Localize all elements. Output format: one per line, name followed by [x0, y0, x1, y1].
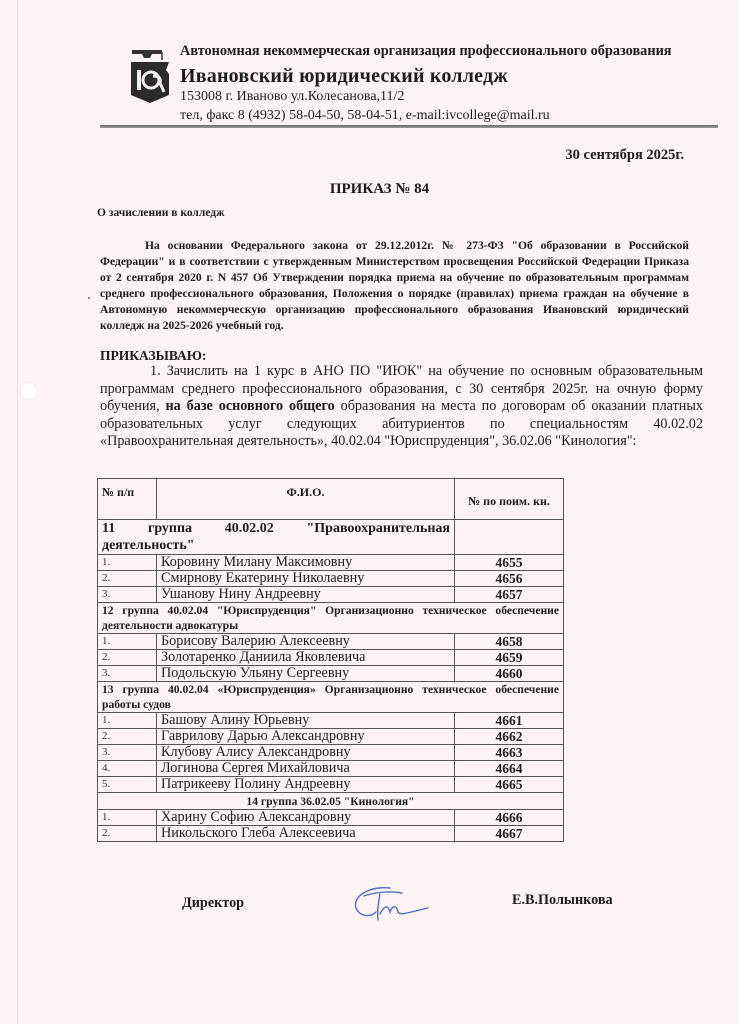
group-title: 13 группа 40.02.04 «Юриспруденция» Организационно техническое обеспечение работы судов [98, 682, 564, 713]
preamble-text: На основании Федерального закона от 29.12.2012г. № 273-ФЗ "Об образовании в Российской Федерации" и в соответствии с утвержденным Министерством просвещения Российской Федерации Приказа от 2 сентября 2020 г. N 457 Об Утверждении порядка приема на обучение по образовательным программам среднего профессионального образования, Положения о порядке (правилах) приема граждан на обучение в Автономную некоммерческую организацию профессионального образования Ивановский юридический колледж на 2025-2026 учебный год. [100, 239, 689, 332]
record-number: 4659 [455, 650, 564, 666]
decree-body [100, 363, 703, 451]
row-number: 1. [98, 555, 157, 571]
organization-name: Автономная некоммерческая организация профессионального образования [180, 43, 672, 59]
decree-text-bold: на базе основного общего [165, 398, 335, 415]
order-preamble [100, 238, 689, 334]
table-row [98, 729, 564, 745]
table-row [98, 587, 564, 603]
student-name: Борисову Валерию Алексеевну [157, 634, 455, 650]
header-fio: Ф.И.О. [157, 479, 455, 520]
row-number: 3. [98, 587, 157, 603]
scan-speck [88, 297, 90, 299]
enrollment-table [97, 478, 564, 842]
row-number: 1. [98, 713, 157, 729]
record-number: 4666 [455, 810, 564, 826]
row-number: 3. [98, 745, 157, 761]
table-row [98, 555, 564, 571]
header-record-number: № по поим. кн. [455, 479, 564, 520]
group-row [98, 793, 564, 810]
record-number: 4663 [455, 745, 564, 761]
record-number: 4667 [455, 826, 564, 842]
signature-block [0, 882, 739, 932]
row-number: 2. [98, 826, 157, 842]
letterhead-divider [100, 125, 718, 128]
table-row [98, 634, 564, 650]
table-row [98, 650, 564, 666]
college-address: 153008 г. Иваново ул.Колесанова,11/2 [180, 89, 405, 104]
record-number: 4664 [455, 761, 564, 777]
record-number: 4655 [455, 555, 564, 571]
table-row [98, 810, 564, 826]
header-number: № п/п [98, 479, 157, 520]
order-subject: О зачислении в колледж [97, 207, 225, 219]
college-contacts: тел, факс 8 (4932) 58-04-50, 58-04-51, e-mail:ivcollege@mail.ru [180, 108, 550, 123]
student-name: Логинова Сергея Михайловича [157, 761, 455, 777]
handwritten-signature-icon [350, 882, 440, 924]
order-date: 30 сентября 2025г. [565, 147, 684, 163]
table-row [98, 761, 564, 777]
decree-text-part1: 1. Зачислить на 1 курс в АНО ПО "ИЮК" на обучение по основным образовательным программам среднего профессионального образования, с 30 сентября 2025г. на очную форму обучения, [100, 363, 703, 415]
group-title: 12 группа 40.02.04 "Юриспруденция" Организационно техническое обеспечение деятельности адвокатуры [98, 603, 564, 634]
student-name: Харину Софию Александровну [157, 810, 455, 826]
row-number: 4. [98, 761, 157, 777]
table-row [98, 571, 564, 587]
record-number: 4661 [455, 713, 564, 729]
row-number: 3. [98, 666, 157, 682]
college-name: Ивановский юридический колледж [180, 65, 508, 87]
student-name: Ушанову Нину Андреевну [157, 587, 455, 603]
group-row [98, 682, 564, 713]
table-row [98, 666, 564, 682]
row-number: 5. [98, 777, 157, 793]
student-name: Башову Алину Юрьевну [157, 713, 455, 729]
decree-text-part2: образования на места по договорам об оказании платных образовательных услуг следующих абитуриентов по специальностям 40.02.02 «Правоохранительная деятельность», 40.02.04 "Юриспруденция", 36.02.06 "Кинология": [100, 398, 703, 450]
college-logo-icon [128, 48, 174, 106]
student-name: Подольскую Ульяну Сергеевну [157, 666, 455, 682]
row-number: 1. [98, 634, 157, 650]
signatory-name: Е.В.Полынкова [512, 892, 613, 908]
row-number: 1. [98, 810, 157, 826]
row-number: 2. [98, 729, 157, 745]
table-row [98, 745, 564, 761]
record-number: 4662 [455, 729, 564, 745]
table-header-row [98, 479, 564, 520]
paper-fold-line [17, 0, 18, 1024]
row-number: 2. [98, 650, 157, 666]
row-number: 2. [98, 571, 157, 587]
order-title: ПРИКАЗ № 84 [329, 181, 430, 197]
record-number: 4657 [455, 587, 564, 603]
group-row [98, 603, 564, 634]
student-name: Клубову Алису Александровну [157, 745, 455, 761]
student-name: Смирнову Екатерину Николаевну [157, 571, 455, 587]
record-number: 4665 [455, 777, 564, 793]
record-number: 4658 [455, 634, 564, 650]
group-row [98, 520, 564, 555]
record-number: 4656 [455, 571, 564, 587]
table-row [98, 777, 564, 793]
empty-cell [455, 520, 564, 555]
student-name: Гаврилову Дарью Александровну [157, 729, 455, 745]
punch-hole [20, 382, 38, 400]
signatory-role: Директор [182, 895, 245, 911]
student-name: Патрикееву Полину Андреевну [157, 777, 455, 793]
student-name: Золотаренко Даниила Яковлевича [157, 650, 455, 666]
student-name: Никольского Глеба Алексеевича [157, 826, 455, 842]
decree-label: ПРИКАЗЫВАЮ: [100, 348, 207, 363]
group-title: 11 группа 40.02.02 "Правоохранительная деятельность" [98, 520, 455, 555]
student-name: Коровину Милану Максимовну [157, 555, 455, 571]
group-title: 14 группа 36.02.05 "Кинология" [98, 793, 564, 810]
table-row [98, 826, 564, 842]
table-row [98, 713, 564, 729]
record-number: 4660 [455, 666, 564, 682]
